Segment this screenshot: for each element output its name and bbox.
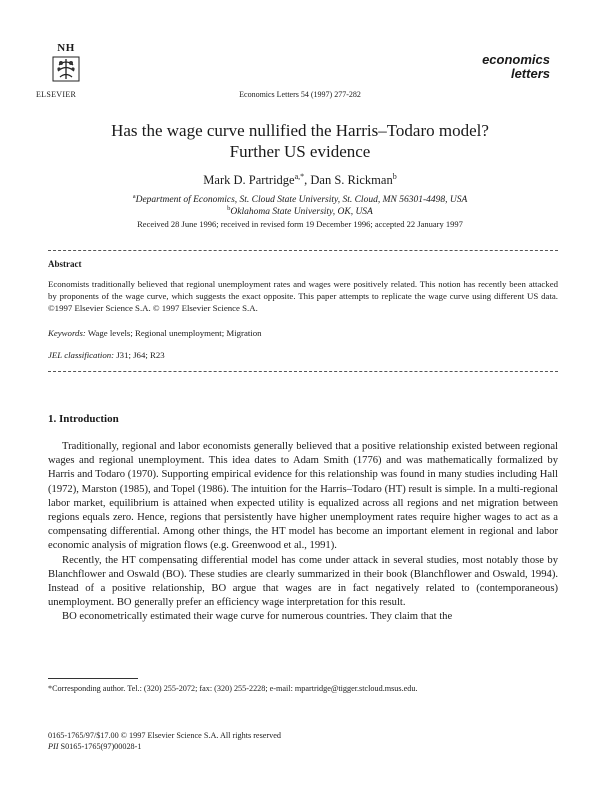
received-dates: Received 28 June 1996; received in revised form 19 December 1996; accepted 22 January 1997 (137, 219, 463, 229)
publisher-logo (48, 42, 84, 83)
jel-text: J31; J64; R23 (114, 350, 165, 360)
logo-text: NH (57, 42, 75, 54)
journal-logo-line2: letters (510, 66, 550, 81)
introduction-body (48, 440, 558, 625)
keywords-text: Wage levels; Regional unemployment; Migration (85, 328, 262, 338)
tree-emblem-icon (51, 55, 81, 83)
keywords-label: Keywords: (48, 328, 86, 338)
footnote: *Corresponding author. Tel.: (320) 255-2072; fax: (320) 255-2228; e-mail: mpartridge@tigger.stcloud.msus.edu. (48, 684, 418, 693)
journal-reference: Economics Letters 54 (1997) 277-282 (239, 90, 361, 99)
abstract-bottom-rule (48, 371, 558, 372)
section-heading-introduction: 1. Introduction (48, 413, 119, 425)
affiliation-b (0, 205, 600, 217)
title-line-1: Has the wage curve nullified the Harris–Todaro model? (111, 121, 489, 140)
abstract-top-rule (48, 250, 558, 251)
author-1-marker: a,* (294, 172, 305, 181)
paragraph-1: Traditionally, regional and labor economists generally believed that a positive relationship existed between regional wages and regional unemployment. This idea dates to Adam Smith (1776) and was mathematically formalized by Harris and Todaro (1970). Supporting empirical evidence for this relationship was found in many studies including Hall (1972), Marston (1985), and Topel (1986). The intuition for the Harris–Todaro (HT) result is simple. In a multi-regional labor market, equilibrium is attained when expected utility is equalized across all regions and net migration between regions equals zero. Hence, regions that persistently have higher unemployment rates require higher wages to act as a compensating differential. Among other things, the HT model has become an important element in regional and labor economic analysis of migration flows (e.g. Greenwood et al., 1991). (48, 441, 558, 552)
author-2: Dan S. Rickman (310, 173, 393, 188)
abstract-heading: Abstract (48, 259, 82, 269)
affiliation-b-text: Oklahoma State University, OK, USA (230, 207, 373, 218)
affiliation-a (0, 193, 600, 205)
paragraph-3: BO econometrically estimated their wage curve for numerous countries. They claim that the (62, 611, 453, 623)
jel-classification (48, 350, 165, 360)
abstract-text: Economists traditionally believed that regional unemployment rates and wages were positively related. This notion has recently been attacked by proponents of the wage curve, which suggests the exact opposite. This paper attempts to replicate the wage curve using different US data. ©1997 Elsevier Science S.A. © 1997 Elsevier Science S.A. (48, 279, 558, 313)
affiliation-a-text: Department of Economics, St. Cloud State University, St. Cloud, MN 56301-4498, USA (135, 195, 468, 206)
jel-label: JEL classification: (48, 350, 115, 360)
footnote-rule (48, 678, 138, 679)
pii-value: S0165-1765(97)00028-1 (58, 742, 142, 751)
copyright-block (48, 730, 281, 752)
author-2-marker: b (392, 172, 397, 181)
journal-logo (470, 53, 550, 81)
authors (0, 172, 600, 188)
pii-line (48, 741, 281, 752)
article-title (0, 120, 600, 162)
publisher-name: ELSEVIER (36, 90, 77, 99)
journal-logo-line1: economics (482, 52, 550, 67)
affiliation-a-marker: a (132, 193, 136, 200)
pii-label: PII (48, 742, 59, 751)
copyright-line: 0165-1765/97/$17.00 © 1997 Elsevier Science S.A. All rights reserved (48, 731, 281, 740)
title-line-2: Further US evidence (229, 142, 371, 161)
author-1: Mark D. Partridge (203, 173, 295, 188)
paragraph-2: Recently, the HT compensating differential model has come under attack in several studies, most notably those by Blanchflower and Oswald (BO). These studies are clearly summarized in their book (Blanchflower and Oswald, 1994). Instead of a positive relationship, BO argue that wages are in fact negatively related to (contemporaneous) unemployment. BO generally prefer an efficiency wage interpretation for this result. (48, 554, 558, 609)
author-separator: , (304, 173, 311, 188)
keywords (48, 328, 262, 338)
affiliation-b-marker: b (227, 205, 231, 212)
